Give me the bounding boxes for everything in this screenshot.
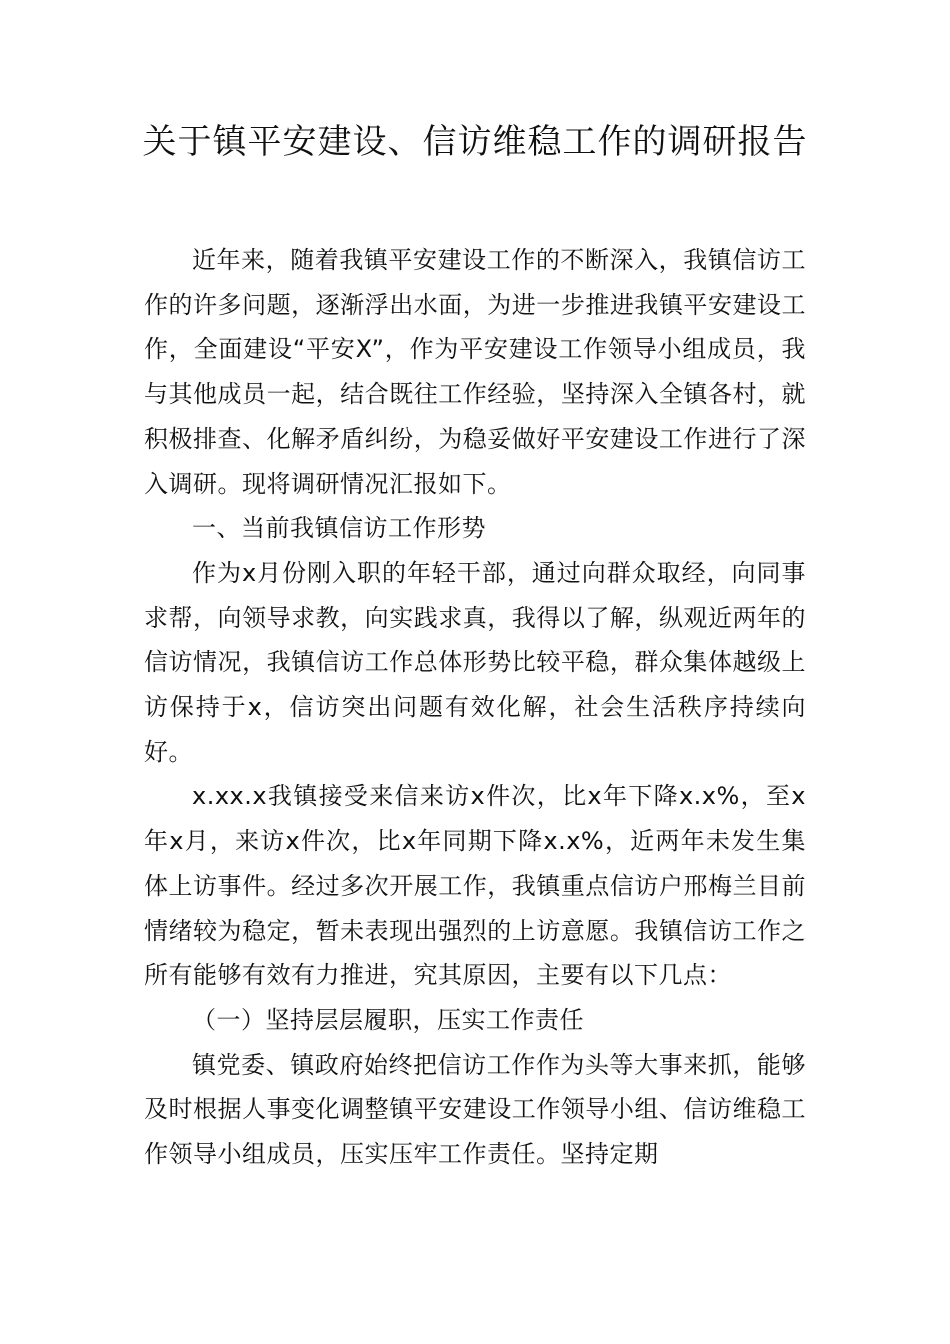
paragraph-statistics: x.xx.x我镇接受来信来访x件次，比x年下降x.x%，至x年x月，来访x件次，比x年同期下降x.x%，近两年未发生集体上访事件。经过多次开展工作，我镇重点信访户邢梅兰目前情绪较为稳定，暂未表现出强烈的上访意愿。我镇信访工作之所有能够有效有力推进，究其原因，主要有以下几点： bbox=[144, 782, 806, 990]
paragraph-intro: 近年来，随着我镇平安建设工作的不断深入，我镇信访工作的许多问题，逐渐浮出水面，为进一步推进我镇平安建设工作，全面建设“平安X”，作为平安建设工作领导小组成员，我与其他成员一起，结合既往工作经验，坚持深入全镇各村，就积极排查、化解矛盾纠纷，为稳妥做好平安建设工作进行了深入调研。现将调研情况汇报如下。 bbox=[144, 246, 806, 498]
document-title: 关于镇平安建设、信访维稳工作的调研报告 bbox=[142, 122, 808, 162]
section-heading-1: 一、当前我镇信访工作形势 bbox=[192, 514, 486, 543]
subsection-heading-1: （一）坚持层层履职，压实工作责任 bbox=[192, 1005, 584, 1034]
document-body bbox=[144, 238, 806, 1177]
paragraph-situation: 作为x月份刚入职的年轻干部，通过向群众取经，向同事求帮，向领导求教，向实践求真，我得以了解，纵观近两年的信访情况，我镇信访工作总体形势比较平稳，群众集体越级上访保持于x，信访突出问题有效化解，社会生活秩序持续向好。 bbox=[144, 558, 806, 766]
paragraph-responsibility: 镇党委、镇政府始终把信访工作作为头等大事来抓，能够及时根据人事变化调整镇平安建设工作领导小组、信访维稳工作领导小组成员，压实压牢工作责任。坚持定期 bbox=[144, 1050, 806, 1169]
